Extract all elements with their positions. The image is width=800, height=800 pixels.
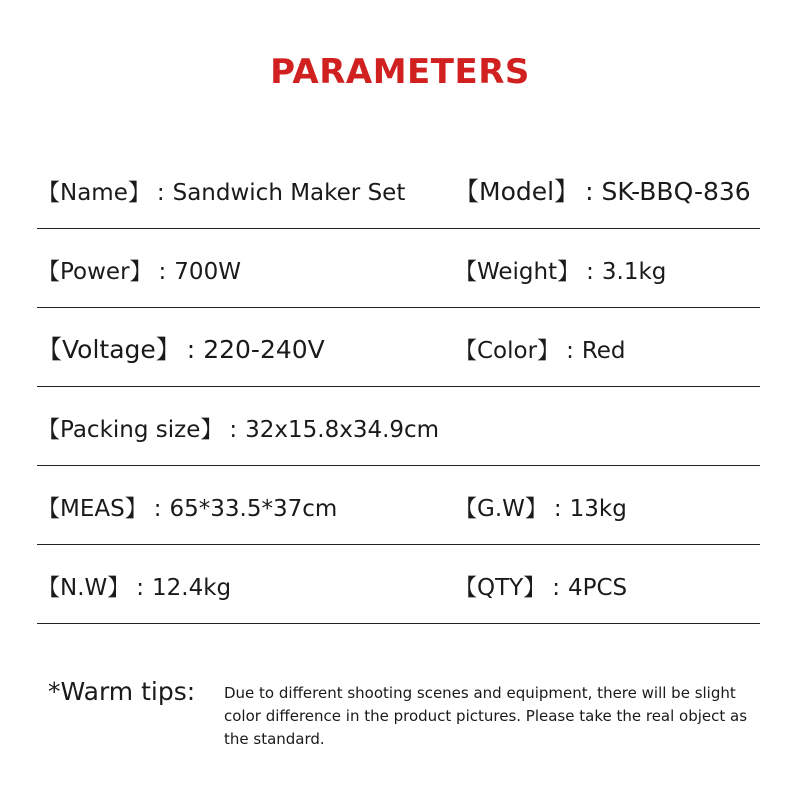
parameters-table — [37, 150, 760, 624]
param-value: SK-BBQ-836 — [601, 177, 751, 206]
param-value: Red — [581, 338, 626, 364]
param-meas — [37, 490, 337, 523]
param-label: 【Color】 — [454, 338, 561, 364]
param-color — [454, 332, 626, 365]
param-value: 220-240V — [203, 335, 325, 364]
param-separator: : — [186, 335, 196, 364]
param-label: 【Packing size】 — [37, 417, 224, 443]
param-value: Sandwich Maker Set — [172, 180, 406, 206]
param-separator: : — [553, 496, 562, 522]
param-packing-size — [37, 411, 439, 444]
page-title: PARAMETERS — [270, 52, 530, 92]
param-row-packing-size — [37, 387, 760, 466]
param-row-power-weight — [37, 229, 760, 308]
param-separator: : — [566, 338, 574, 364]
param-separator: : — [156, 180, 165, 206]
param-label: 【Model】 — [454, 177, 580, 206]
param-value: 4PCS — [567, 575, 628, 601]
param-row-voltage-color — [37, 308, 760, 387]
param-label: 【Name】 — [37, 180, 151, 206]
param-separator: : — [586, 259, 594, 285]
param-label: 【Voltage】 — [37, 335, 181, 364]
param-separator: : — [552, 575, 560, 601]
param-separator: : — [229, 417, 238, 443]
param-separator: : — [158, 259, 167, 285]
param-label: 【Weight】 — [454, 259, 581, 285]
param-value: 12.4kg — [152, 575, 232, 601]
param-gw — [454, 490, 627, 523]
param-label: 【MEAS】 — [37, 496, 148, 522]
warm-tips-label: *Warm tips: — [48, 677, 196, 706]
param-value: 3.1kg — [601, 259, 667, 285]
param-row-nw-qty — [37, 545, 760, 624]
param-separator: : — [585, 177, 594, 206]
param-voltage — [37, 330, 325, 366]
param-value: 65*33.5*37cm — [169, 496, 338, 522]
param-qty — [454, 569, 627, 602]
param-separator: : — [153, 496, 162, 522]
param-separator: : — [136, 575, 145, 601]
param-power — [37, 253, 241, 286]
param-label: 【N.W】 — [37, 575, 131, 601]
param-name — [37, 174, 405, 207]
param-value: 700W — [174, 259, 241, 285]
param-label: 【G.W】 — [454, 496, 548, 522]
param-model — [454, 172, 751, 208]
warm-tips-text: Due to different shooting scenes and equipment, there will be slight color difference in the product pictures. Please take the real object as the standard. — [224, 684, 748, 748]
param-label: 【QTY】 — [454, 575, 547, 601]
param-row-meas-gw — [37, 466, 760, 545]
param-label: 【Power】 — [37, 259, 153, 285]
param-nw — [37, 569, 231, 602]
param-weight — [454, 253, 666, 286]
param-value: 32x15.8x34.9cm — [245, 417, 440, 443]
param-row-name-model — [37, 150, 760, 229]
param-value: 13kg — [569, 496, 627, 522]
